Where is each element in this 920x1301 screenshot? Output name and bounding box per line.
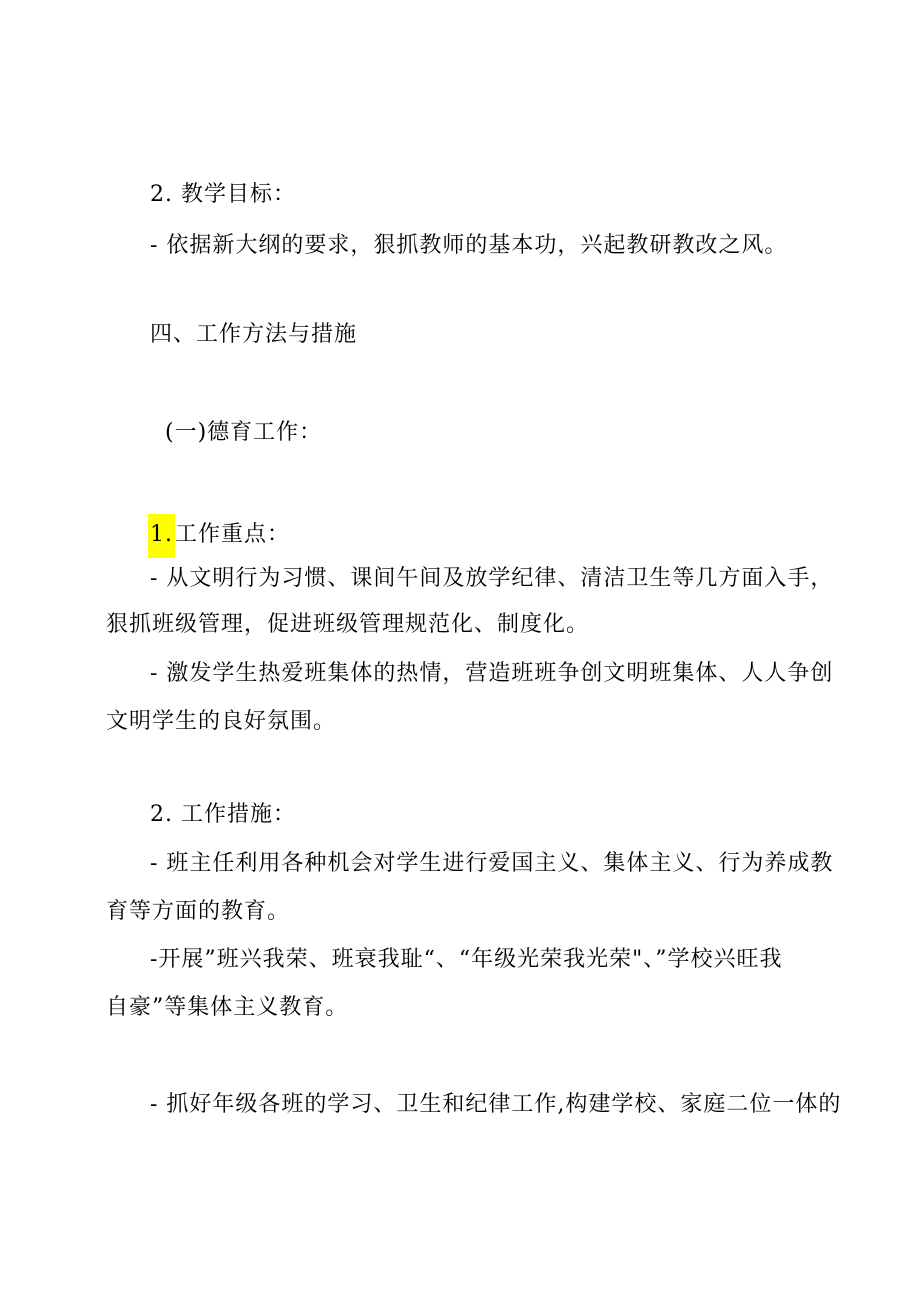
measures-item-2-line-1: -开展”班兴我荣、班衰我耻“、“年级光荣我光荣"、”学校兴旺我 [150,947,783,972]
measures-item-1-line-2: 育等方面的教育。 [106,899,291,924]
teaching-goal-item: - 依据新大纲的要求，狠抓教师的基本功，兴起教研教改之风。 [150,233,788,258]
focus-item-2-line-1: - 激发学生热爱班集体的热情，营造班班争创文明班集体、人人争创 [150,661,834,686]
measures-heading: 2. 工作措施： [150,802,296,827]
focus-item-1-line-1: - 从文明行为习惯、课间午间及放学纪律、清洁卫生等几方面入手， [150,566,834,591]
focus-item-1-line-2: 狠抓班级管理，促进班级管理规范化、制度化。 [106,612,590,637]
teaching-goal-heading: 2. 教学目标： [150,182,296,207]
focus-title: 工作重点： [175,522,291,547]
measures-item-2-line-2: 自豪”等集体主义教育。 [106,995,349,1020]
section-four-heading: 四、工作方法与措施 [150,322,358,347]
highlighted-number: 1. [148,514,175,558]
focus-heading [150,514,290,558]
measures-item-1-line-1: - 班主任利用各种机会对学生进行爱国主义、集体主义、行为养成教 [150,851,834,876]
moral-education-heading: (一)德育工作： [165,420,323,445]
measures-item-3-line-1: - 抓好年级各班的学习、卫生和纪律工作,构建学校、家庭二位一体的 [150,1092,842,1117]
focus-item-2-line-2: 文明学生的良好氛围。 [106,709,337,734]
